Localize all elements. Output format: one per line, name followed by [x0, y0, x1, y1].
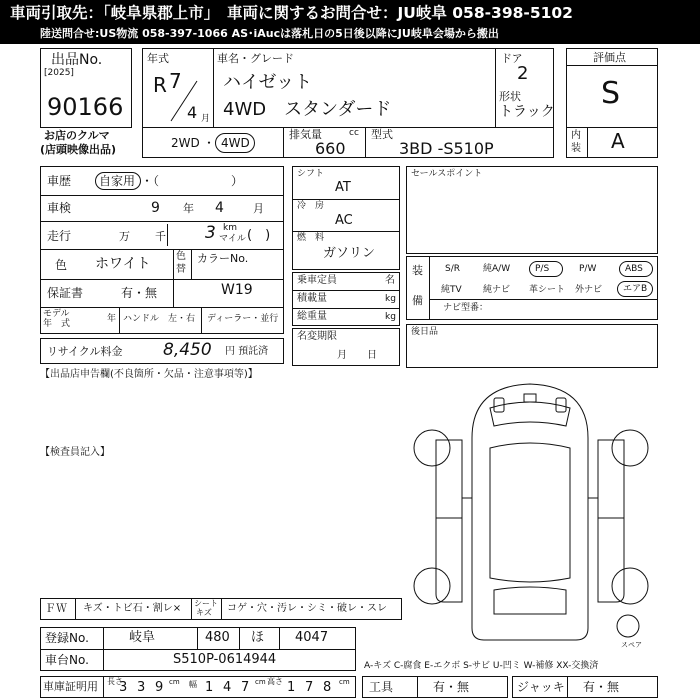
mileage-value: 3: [205, 223, 216, 243]
equip-sr: S/R: [445, 264, 460, 274]
damage-legend: A-キズ C-腐食 E-エクボ S-サビ U-凹ミ W-補修 XX-交換済: [364, 661, 599, 671]
header-line-1: 車両引取先：「岐阜県郡上市」 車両に関するお問合せ：JU岐阜 058-398-5102: [10, 4, 573, 22]
wid-label: 幅: [189, 680, 197, 689]
recycle-suffix: 円 預託済: [225, 346, 269, 357]
equip-aw: 純A/W: [483, 264, 511, 274]
after-items-box: [406, 324, 658, 368]
vehicle-box: [142, 48, 554, 158]
tools-label: 工具: [369, 680, 394, 694]
model-year-unit: 年: [107, 314, 117, 324]
fuel-value: ガソリン: [323, 246, 376, 261]
equip-abs: ABS: [625, 264, 643, 274]
color-no-label: カラーNo.: [197, 252, 249, 265]
shape-value: トラック: [499, 104, 555, 120]
model-year-label-1: モデル: [43, 309, 70, 319]
hei-d2: 7: [305, 680, 314, 695]
warranty-label: 保証書: [47, 286, 84, 300]
details-box: [40, 166, 284, 334]
mileage-paren: ( ): [247, 228, 271, 243]
history-value: 自家用: [99, 174, 136, 188]
jack-box: [512, 676, 658, 698]
registration-label: 登録No.: [45, 631, 89, 645]
rename-unit: 月 日: [337, 350, 377, 361]
spare-tire: [617, 615, 639, 637]
len-d1: 3: [119, 680, 128, 695]
car-bed: [494, 587, 566, 614]
name-label: 車名・グレード: [217, 52, 294, 65]
gross-label: 総重量: [297, 311, 327, 322]
model-value: 3BD -S510P: [399, 139, 494, 158]
seat-items: コゲ・穴・汚レ・シミ・破レ・スレ: [227, 603, 387, 614]
fw-label: ＦＷ: [45, 602, 67, 615]
shop-note-1: お店のクルマ: [44, 129, 110, 142]
car-body-outline: [472, 438, 588, 640]
mileage-man: 万: [119, 230, 130, 243]
damage-box: [40, 598, 402, 620]
month-unit: 月: [201, 114, 211, 124]
navi-model-label: ナビ型番：: [443, 303, 489, 313]
wid-d1: 1: [205, 680, 214, 695]
door-value: 2: [517, 63, 529, 84]
equip-pw: P/W: [579, 264, 597, 274]
car-windshield-front: [490, 402, 570, 426]
equip-leather: 革シート: [529, 285, 566, 295]
hei-d1: 1: [287, 680, 296, 695]
tools-value: 有・無: [433, 680, 470, 694]
color-change-2: 替: [176, 264, 186, 275]
len-label: 長さ: [107, 677, 123, 686]
interior-score: A: [611, 129, 625, 153]
equip-ps: P/S: [535, 264, 550, 274]
lot-label: 出品No.: [51, 52, 103, 68]
registration-box: [40, 627, 356, 671]
inspection-year-unit: 年: [183, 202, 194, 215]
chassis-value: S510P-0614944: [173, 652, 277, 667]
seat-label-1: シート: [194, 599, 218, 608]
lot-box: [40, 48, 132, 128]
history-rest: ・（ ）: [141, 174, 244, 188]
shift-label: シフト: [297, 169, 325, 179]
header-line-2: 陸送問合せ:US物流 058-397-1066 AS･iAucは落札日の5日後以降にJU岐阜会場から搬出: [40, 27, 499, 40]
mileage-mile: マイル: [219, 234, 246, 244]
equip-airbag: エアB: [623, 284, 648, 294]
mileage-km: km: [223, 223, 237, 233]
wheel-rear-right: [612, 568, 648, 604]
drive-2wd: 2WD: [171, 136, 200, 150]
recycle-box: [40, 338, 284, 364]
equip-navi: 純ナビ: [483, 285, 511, 295]
after-label: 後日品: [411, 327, 439, 337]
inspection-month-unit: 月: [253, 202, 264, 215]
rating-score: S: [601, 76, 621, 111]
equip-extnavi: 外ナビ: [575, 285, 603, 295]
specs-box: [292, 166, 400, 270]
inspector-label: 【検査員記入】: [40, 447, 110, 458]
vehicle-grade: 4WD スタンダード: [223, 99, 392, 120]
displacement-label: 排気量: [289, 128, 322, 141]
shop-note-2: (店頭映像出品): [40, 143, 117, 156]
ac-label: 冷 房: [297, 201, 325, 211]
lot-year-tag: [2025]: [44, 68, 74, 78]
car-emblem: [524, 394, 536, 402]
load-unit: kg: [385, 294, 396, 304]
wheel-rear-left: [414, 568, 450, 604]
cc-unit: cc: [349, 128, 359, 138]
mileage-label: 走行: [47, 229, 72, 243]
color-change-1: 色: [176, 251, 186, 262]
shift-value: AT: [335, 180, 351, 195]
vehicle-name: ハイゼット: [223, 72, 313, 93]
equipment-box: [406, 256, 658, 320]
drive-dot: ・: [203, 136, 216, 150]
rename-box: [292, 328, 400, 366]
wid-unit: cm: [255, 678, 266, 686]
color-label: 色: [55, 258, 68, 272]
hei-unit: cm: [339, 678, 350, 686]
wheel-front-left: [414, 430, 450, 466]
chassis-label: 車台No.: [45, 653, 89, 667]
seat-label-2: キズ: [196, 608, 212, 617]
shape-label: 形状: [499, 90, 521, 103]
handle-options: ハンドル 左・右: [123, 314, 196, 324]
hei-label: 高さ: [267, 677, 283, 686]
car-diagram: [410, 378, 652, 648]
registration-number: 4047: [295, 630, 329, 645]
equipment-label-2: 備: [412, 294, 423, 307]
cert-box: [40, 676, 356, 698]
lot-number: 90166: [47, 93, 124, 121]
registration-kana: ほ: [251, 630, 265, 645]
model-label: 型式: [371, 128, 393, 141]
wid-d2: 4: [223, 680, 232, 695]
load-label: 積載量: [297, 293, 327, 304]
hei-d3: 8: [323, 680, 332, 695]
history-label: 車歴: [47, 174, 72, 188]
car-hood-outline: [472, 384, 588, 438]
interior-label-2: 装: [571, 143, 581, 154]
declaration-label: 【出品店申告欄(不良箇所・欠品・注意事項等)】: [40, 369, 258, 380]
sales-point-label: セールスポイント: [411, 169, 483, 179]
capacity-label: 乗車定員: [297, 275, 337, 286]
tools-box: [362, 676, 508, 698]
header-banner: [0, 0, 700, 44]
rating-box: [566, 48, 658, 158]
spare-label: スペア: [621, 641, 642, 649]
inspection-month: 4: [215, 200, 224, 216]
len-unit: cm: [169, 678, 180, 686]
len-d3: 9: [155, 680, 164, 695]
inspection-label: 車検: [47, 201, 72, 215]
color-no: W19: [221, 282, 253, 298]
wheel-front-right: [612, 430, 648, 466]
capacity-unit: 名: [385, 275, 395, 286]
dealer-options: ディーラー・並行: [207, 314, 279, 324]
model-year-label-2: 年 式: [43, 319, 71, 329]
cert-label: 車庫証明用: [43, 680, 98, 693]
mileage-sen: 千: [155, 230, 166, 243]
inspection-year: 9: [151, 200, 160, 216]
year-value: 7: [169, 69, 182, 93]
jack-value: 有・無: [583, 680, 620, 694]
displacement-value: 660: [315, 139, 346, 158]
capacity-box: [292, 272, 400, 326]
fw-items: キズ・トビ石・割レ×: [83, 603, 182, 614]
recycle-value: 8,450: [163, 340, 212, 360]
jack-label: ジャッキ: [517, 680, 565, 694]
rating-label: 評価点: [593, 51, 626, 64]
door-label: ドア: [501, 52, 523, 65]
warranty-value: 有・無: [121, 286, 158, 300]
wid-d3: 7: [241, 680, 250, 695]
drive-4wd: 4WD: [221, 136, 250, 150]
gross-unit: kg: [385, 312, 396, 322]
rename-label: 名変期限: [297, 331, 337, 342]
fuel-label: 燃 料: [297, 233, 325, 243]
year-era: R: [153, 73, 167, 97]
recycle-label: リサイクル料金: [47, 345, 123, 358]
registration-class: 480: [205, 630, 230, 645]
sales-point-box: [406, 166, 658, 254]
month-value: 4: [187, 103, 198, 122]
equipment-label-1: 装: [412, 264, 423, 277]
car-side-right: [598, 440, 624, 602]
color-value: ホワイト: [95, 256, 151, 272]
len-d2: 3: [137, 680, 146, 695]
registration-area: 岐阜: [129, 630, 156, 645]
car-roof: [490, 443, 570, 582]
year-label: 年式: [147, 52, 169, 65]
interior-label-1: 内: [571, 130, 581, 141]
ac-value: AC: [335, 213, 353, 228]
equip-tv: 純TV: [441, 285, 462, 295]
